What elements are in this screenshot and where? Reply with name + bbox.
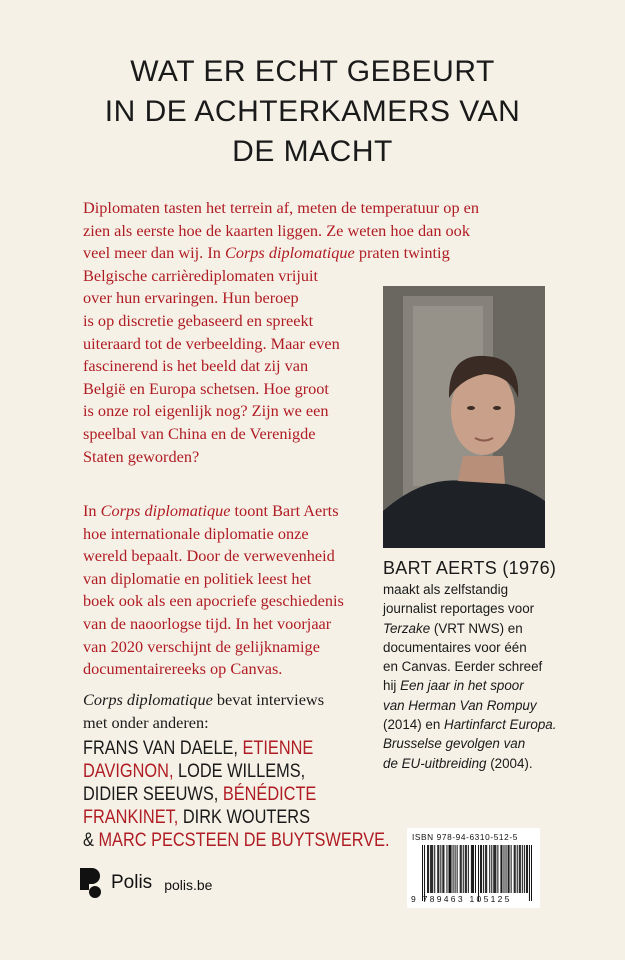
barcode-bar	[453, 845, 454, 893]
headline-line: WAT ER ECHT GEBEURT	[130, 55, 495, 88]
text-line	[83, 523, 344, 546]
bio-line	[383, 715, 556, 734]
barcode-bar	[529, 845, 530, 901]
barcode-bar	[440, 845, 441, 893]
barcode-bar	[511, 845, 512, 893]
headline-line: IN DE ACHTERKAMERS VAN	[104, 95, 521, 128]
barcode-bar	[486, 845, 487, 893]
barcode-bar	[422, 845, 423, 901]
text-segment: is onze rol eigenlijk nog? Zijn we een	[83, 401, 329, 421]
text-segment: (2004).	[486, 755, 533, 771]
barcode-bar	[478, 845, 479, 901]
text-line	[83, 265, 479, 288]
text-segment: (2014) en	[383, 717, 445, 733]
text-line	[83, 636, 344, 659]
barcode-bar	[461, 845, 462, 893]
barcode-digits: 9 789463 105125	[411, 894, 512, 904]
emphasized-text: Terzake	[383, 620, 431, 636]
barcode-bar	[514, 845, 515, 893]
emphasized-text: Corps diplomatique	[100, 501, 231, 520]
text-segment: DIDIER SEEUWS,	[83, 784, 223, 805]
emphasized-text: van Herman Van Rompuy	[383, 697, 537, 713]
barcode-bar	[460, 845, 461, 893]
barcode-bar	[493, 845, 494, 893]
text-segment: veel meer dan wij. In	[83, 243, 225, 263]
barcode-bar	[491, 845, 492, 893]
barcode-bar	[465, 845, 466, 893]
barcode-bar	[515, 845, 516, 893]
bio-line	[383, 696, 556, 715]
text-segment: van diplomatie en politiek leest het	[83, 568, 312, 588]
text-segment: fascinerend is het beeld dat zij van	[83, 356, 309, 376]
barcode-bar	[508, 845, 509, 893]
barcode-bar	[489, 845, 490, 893]
headline-line: DE MACHT	[232, 135, 393, 168]
barcode-bar	[506, 845, 507, 893]
barcode-bar	[424, 845, 425, 901]
text-segment: boek ook als een apocriefe geschiedenis	[83, 591, 344, 611]
barcode-bar	[527, 845, 528, 893]
emphasized-text: Corps diplomatique	[83, 690, 213, 709]
barcode-bar	[519, 845, 520, 893]
barcode-bar	[457, 845, 458, 893]
barcode-bar	[443, 845, 444, 893]
barcode-bar	[472, 845, 473, 893]
barcode-bar	[517, 845, 518, 893]
text-line	[83, 712, 324, 735]
barcode-bar	[448, 845, 449, 893]
emphasized-text: FRANKINET,	[83, 807, 179, 828]
emphasized-text: Een jaar in het spoor	[400, 678, 524, 694]
text-segment: DIRK WOUTERS	[178, 807, 310, 828]
text-segment: van 2020 verschijnt de gelijknamige	[83, 636, 320, 656]
bio-line	[383, 657, 556, 676]
bio-line	[383, 580, 556, 599]
text-segment: met onder anderen:	[83, 712, 209, 732]
text-line	[83, 545, 344, 568]
barcode-bar	[526, 845, 527, 893]
barcode-bar	[427, 845, 428, 893]
emphasized-text: Brusselse gevolgen van	[383, 736, 526, 752]
barcode-bar	[480, 845, 481, 893]
text-segment: uiteraard tot de verbeelding. Maar even	[83, 333, 340, 353]
interviewee-names	[83, 737, 390, 852]
emphasized-text: Hartinfarct Europa.	[444, 717, 557, 733]
bio-line	[383, 754, 556, 773]
names-line	[83, 829, 390, 852]
text-segment: Staten geworden?	[83, 446, 200, 466]
bio-line	[383, 638, 556, 657]
text-segment: hij	[383, 678, 401, 694]
author-name-heading: BART AERTS (1976)	[383, 558, 557, 578]
emphasized-text: BÉNÉDICTE	[222, 784, 317, 805]
barcode-bar	[475, 845, 476, 893]
barcode-bar	[495, 845, 496, 893]
text-segment: zien als eerste hoe de kaarten liggen. Ze weten hoe dan ook	[83, 220, 470, 240]
text-segment: FRANS VAN DAELE,	[83, 738, 243, 759]
barcode-bar	[524, 845, 525, 893]
publisher-name: Polis	[111, 872, 153, 893]
text-line	[83, 590, 344, 613]
author-portrait-image	[383, 286, 545, 548]
bio-line	[383, 676, 556, 695]
barcode-bar	[497, 845, 498, 893]
cover-headline	[0, 52, 625, 172]
text-segment: praten twintig	[354, 243, 450, 263]
barcode-bar	[494, 845, 495, 893]
bio-line	[383, 619, 556, 638]
text-segment: speelbal van China en de Verenigde	[83, 423, 316, 443]
publisher-website[interactable]: polis.be	[164, 876, 213, 893]
barcode-bar	[463, 845, 464, 893]
text-line	[83, 500, 344, 523]
author-bio	[383, 556, 556, 773]
barcode-bar	[522, 845, 523, 893]
barcode-bar	[531, 845, 532, 901]
text-line	[83, 689, 324, 712]
emphasized-text: DAVIGNON,	[83, 761, 174, 782]
barcode-bar	[503, 845, 504, 893]
text-segment: documentaires voor één	[383, 639, 527, 655]
text-segment: Diplomaten tasten het terrein af, meten de temperatuur op en	[83, 198, 480, 217]
text-segment: over hun ervaringen. Hun beroep	[83, 288, 299, 308]
barcode-bar	[446, 845, 447, 893]
text-line	[83, 242, 479, 265]
emphasized-text: ETIENNE	[242, 738, 314, 759]
text-segment: en Canvas. Eerder schreef	[383, 659, 543, 675]
text-segment: Belgische carrièrediplomaten vrijuit	[83, 265, 319, 285]
barcode-bar	[500, 845, 501, 893]
barcode-bars	[422, 845, 532, 901]
emphasized-text: MARC PECSTEEN DE BUYTSWERVE.	[98, 830, 390, 851]
barcode-bar	[431, 845, 432, 893]
names-line	[83, 783, 390, 806]
isbn-label: ISBN 978-94-6310-512-5	[412, 832, 518, 842]
text-line	[83, 568, 344, 591]
text-segment: is op discretie gebaseerd en spreekt	[83, 310, 314, 330]
barcode-bar	[442, 845, 443, 893]
names-line	[83, 737, 390, 760]
barcode-bar	[438, 845, 439, 893]
text-line	[83, 197, 479, 220]
barcode-bar	[434, 845, 435, 893]
barcode-bar	[432, 845, 433, 893]
text-segment: journalist reportages voor	[383, 601, 535, 617]
barcode-bar	[509, 845, 510, 893]
text-segment: maakt als zelfstandig	[383, 582, 509, 597]
text-segment: LODE WILLEMS,	[173, 761, 306, 782]
barcode-bar	[455, 845, 456, 893]
barcode-bar	[483, 845, 484, 893]
barcode-bar	[473, 845, 474, 893]
barcode-bar	[466, 845, 467, 893]
text-segment: van de naoorlogse tijd. In het voorjaar	[83, 613, 332, 633]
barcode-bar	[437, 845, 438, 893]
barcode-bar	[450, 845, 451, 893]
bio-line	[383, 734, 556, 753]
emphasized-text: de EU-uitbreiding	[383, 755, 487, 771]
barcode-bar	[520, 845, 521, 893]
text-segment: wereld bepaalt. Door de verwevenheid	[83, 546, 335, 566]
publisher-logo	[80, 868, 212, 898]
text-segment: toont Bart Aerts	[230, 501, 339, 520]
barcode-bar	[430, 845, 431, 893]
barcode-bar	[428, 845, 429, 893]
text-line	[83, 613, 344, 636]
text-segment: &	[83, 830, 99, 851]
barcode-bar	[471, 845, 472, 893]
barcode-bar	[501, 845, 502, 893]
text-segment: hoe internationale diplomatie onze	[83, 523, 309, 543]
barcode-bar	[485, 845, 486, 893]
text-segment: documentairereeks op Canvas.	[83, 659, 283, 679]
barcode-bar	[481, 845, 482, 893]
isbn-barcode	[407, 828, 540, 908]
blurb-paragraph-3	[83, 689, 324, 734]
text-line	[83, 220, 479, 243]
blurb-paragraph-2	[83, 500, 344, 681]
text-segment: In	[83, 501, 101, 520]
polis-logo-icon	[80, 868, 102, 898]
emphasized-text: Corps diplomatique	[224, 243, 355, 263]
text-segment: (VRT NWS) en	[430, 620, 523, 636]
bio-line	[383, 599, 556, 618]
barcode-bar	[468, 845, 469, 893]
text-segment: bevat interviews	[212, 690, 325, 709]
text-segment: België en Europa schetsen. Hoe groot	[83, 378, 329, 398]
names-line	[83, 806, 390, 829]
names-line	[83, 760, 390, 783]
text-line	[83, 658, 344, 681]
author-photo	[383, 286, 545, 548]
barcode-bar	[451, 845, 452, 893]
